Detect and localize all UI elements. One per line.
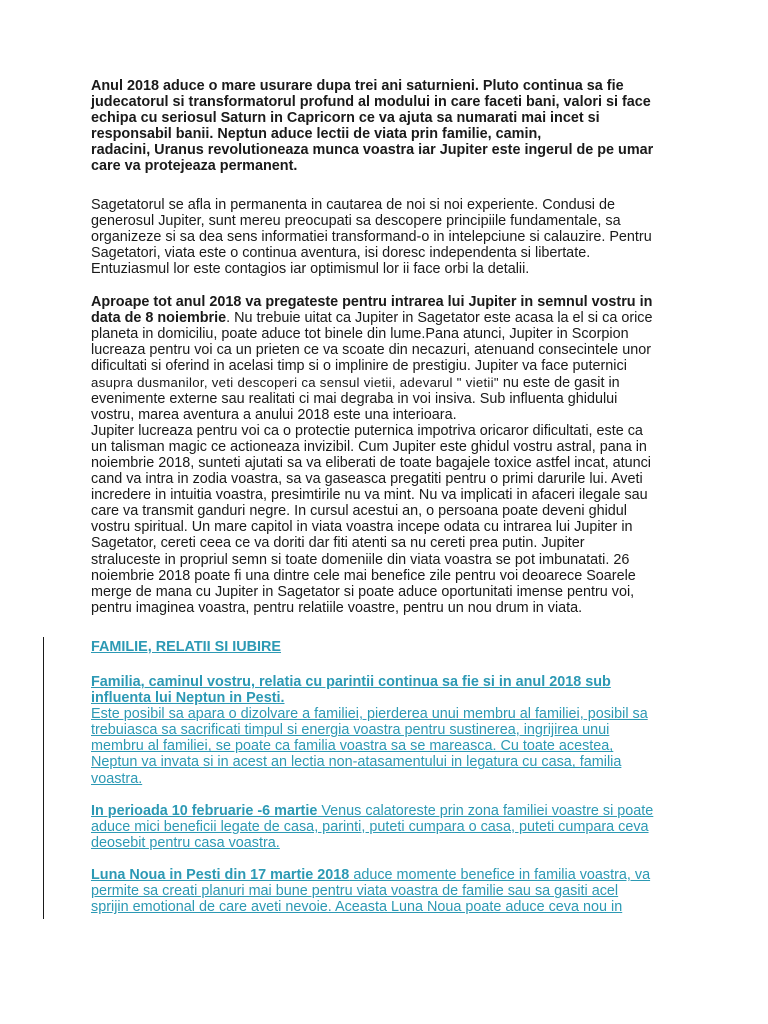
text-line: cand va intra in zodia voastra, sa va gaseasca pregatiti pentru o primi darurile lui. Aveti: [91, 471, 643, 488]
text-line: vostru spiritual. Un mare capitol in viata voastra incepe odata cu intrarea lui Jupiter in: [91, 519, 633, 536]
text-run: aduce momente benefice in familia voastra, va: [349, 866, 651, 883]
text-line: Entuziasmul lor este contagios iar optimismul lor ii face orbi la detalii.: [91, 260, 530, 277]
section-heading-link[interactable]: FAMILIE, RELATII SI IUBIRE: [91, 638, 282, 655]
text-run: nu este de gasit in: [498, 374, 620, 391]
bold-date: data de 8 noiembrie: [91, 310, 227, 327]
text-line: [91, 375, 691, 391]
text-line: Sagetatori, viata este o continua aventura, isi doresc independenta si libertate.: [91, 244, 591, 261]
text-line: evenimente externe sau realitati ci mai degraba in voi insiva. Sub influenta ghidului: [91, 390, 618, 407]
link-line[interactable]: deosebit pentru casa voastra.: [91, 834, 280, 851]
new-moon-paragraph: [91, 867, 691, 915]
text-line: Sagetatorul se afla in permanenta in cautarea de noi si noi experiente. Condusi de: [91, 196, 616, 213]
link-line[interactable]: [91, 867, 691, 883]
link-line[interactable]: Familia, caminul vostru, relatia cu parintii continua sa fie si in anul 2018 sub: [91, 674, 611, 690]
text-line: merge de mana cu Jupiter in Sagetator si poate aduce oportunitati imense pentru voi,: [91, 583, 635, 600]
text-run: Venus calatoreste prin zona familiei voastre si poate: [317, 802, 654, 819]
link-line[interactable]: trebuiasca sa sacrificati timpul si energia voastra pentru sustinerea, ingrijirea unui: [91, 722, 610, 739]
link-line[interactable]: Este posibil sa apara o dizolvare a familiei, pierderea unui membru al familiei, posibil sa: [91, 706, 648, 723]
text-line: noiembrie 2018 poate fi una dintre cele mai benefice zile pentru voi deoarece Soarele: [91, 567, 636, 584]
link-line[interactable]: permite sa creati planuri mai bune pentru viata voastra de familie sau sa gasiti acel: [91, 883, 619, 900]
text-line: responsabil banii. Neptun aduce lectii de viata prin familie, camin,: [91, 126, 542, 143]
text-line: un talisman magic ce actioneaza invizibil. Cum Jupiter este ghidul vostru astral, pana in: [91, 438, 647, 455]
link-line[interactable]: membru al familiei, se poate ca familia voastra sa se mareasca. Cu toate acestea,: [91, 738, 614, 755]
section-heading-line: [91, 639, 691, 655]
text-line: Sagetator, cereti ceea ce va doriti dar fiti atenti sa nu cereti prea putin. Jupiter: [91, 535, 585, 552]
text-line: noiembrie 2018, sunteti ajutati sa va eliberati de toate bagajele toxice astfel incat, atunci: [91, 454, 651, 471]
text-run-small: asupra dusmanilor, veti descoperi ca sensul vietii, adevarul " vietii": [91, 374, 499, 390]
text-line: Aproape tot anul 2018 va pregateste pentru intrarea lui Jupiter in semnul vostru in: [91, 294, 653, 311]
link-line[interactable]: voastra.: [91, 770, 143, 787]
text-line: vostru, marea aventura a anului 2018 este una interioara.: [91, 406, 457, 423]
text-line: Jupiter lucreaza pentru voi ca o protectie puternica impotriva oricaror dificultati, este ca: [91, 422, 643, 439]
text-line: Anul 2018 aduce o mare usurare dupa trei ani saturnieni. Pluto continua sa fie: [91, 78, 624, 94]
text-line: [91, 310, 691, 326]
bold-date: Luna Noua in Pesti din 17 martie 2018: [91, 866, 350, 883]
text-line: judecatorul si transformatorul profund al modului in care faceti bani, valori si face: [91, 94, 651, 111]
text-line: pentru imaginea voastra, pentru relatiile voastre, pentru un nou drum in viata.: [91, 599, 583, 616]
family-paragraph: [91, 674, 691, 787]
text-line: care va transmit ganduri negre. In cursul acestui an, o persoana poate deveni ghidul: [91, 503, 627, 520]
text-line: planeta in domiciliu, poate aduce tot binele din lume.Pana atunci, Jupiter in Scorpion: [91, 326, 629, 343]
revision-bar: [43, 637, 44, 919]
text-line: organizeze si sa dea sens informatiei transformand-o in intelepciune si calauzire. Pentru: [91, 228, 652, 245]
text-run: . Nu trebuie uitat ca Jupiter in Sagetator este acasa la el si ca orice: [226, 310, 653, 327]
link-line[interactable]: aduce mici beneficii legate de casa, parinti, puteti cumpara o casa, puteti cumpara ceva: [91, 818, 649, 835]
document-page: [91, 78, 691, 915]
link-line[interactable]: influenta lui Neptun in Pesti.: [91, 690, 285, 707]
text-line: generosul Jupiter, sunt mereu preocupati sa descopere principiile fundamentale, sa: [91, 212, 621, 229]
text-line: radacini, Uranus revolutioneaza munca voastra iar Jupiter este ingerul de pe umar: [91, 142, 654, 159]
link-line[interactable]: [91, 803, 691, 819]
intro-paragraph: [91, 78, 691, 175]
jupiter-paragraph: [91, 294, 691, 616]
link-line[interactable]: Neptun va invata si in acest an lectia non-atasamentului in legatura cu casa, familia: [91, 754, 622, 771]
text-line: care va protejeaza permanent.: [91, 158, 298, 175]
venus-paragraph: [91, 803, 691, 851]
text-line: lucreaza pentru voi ca un prieten ce va scoate din necazuri, atenuand consecintele unor: [91, 342, 651, 359]
family-section: [91, 639, 691, 915]
text-line: dificultati si oferind in acelasi timp si o implinire de prestigiu. Jupiter va face puternici: [91, 358, 627, 375]
text-line: echipa cu seriosul Saturn in Capricorn ce va ajuta sa numarati mai incet si: [91, 110, 600, 127]
sagetator-paragraph: [91, 197, 691, 277]
link-line[interactable]: sprijin emotional de care aveti nevoie. Aceasta Luna Noua poate aduce ceva nou in: [91, 899, 623, 916]
bold-period: In perioada 10 februarie -6 martie: [91, 802, 318, 819]
text-line: incredere in intuitia voastra, presimtirile nu va mint. Nu va implicati in afaceri ilegale sau: [91, 487, 648, 504]
text-line: straluceste in propriul semn si toate domeniile din viata voastra se pot imbunatati. 26: [91, 551, 630, 568]
